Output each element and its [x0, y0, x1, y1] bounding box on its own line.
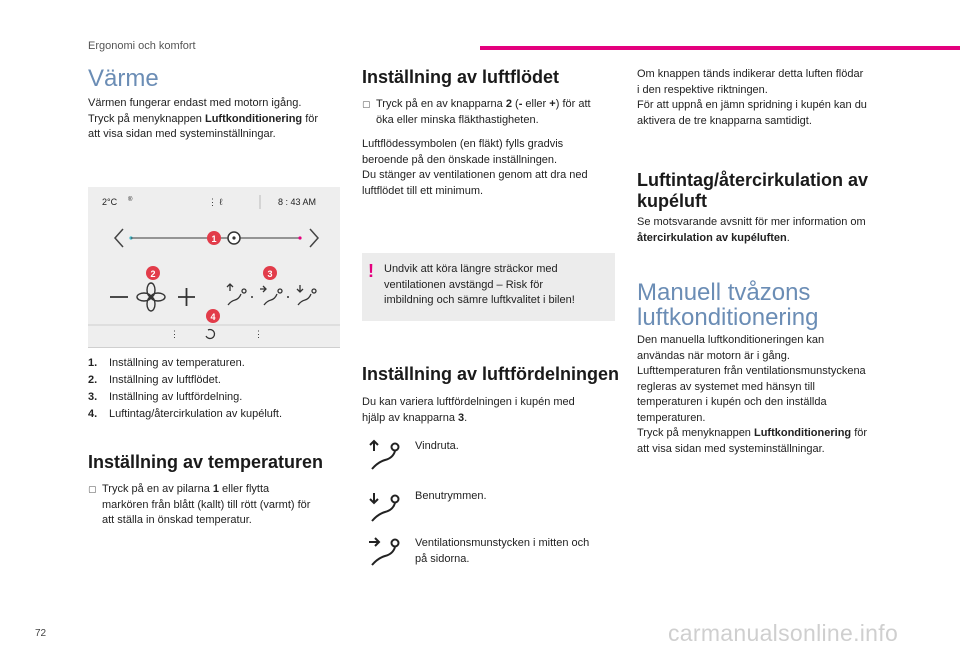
intro-line-1: Värmen fungerar endast med motorn igång. [88, 97, 302, 109]
flow-line-3: Du stänger av ventilationen genom att dra ned [362, 169, 588, 181]
mode-vent-line-2: på sidorna. [415, 552, 470, 565]
temp-left-arrow-icon [115, 229, 123, 247]
windscreen-airflow-icon [366, 437, 402, 473]
mode-vent-label [415, 536, 625, 567]
recirculation-icon [206, 330, 215, 339]
right-line-4: aktivera de tre knapparna samtidigt. [637, 114, 812, 127]
screen-temp-icon: ® [128, 197, 133, 203]
manual-line-last-2: att visa sidan med systeminställningar. [637, 442, 825, 455]
flow-paragraph [362, 137, 622, 199]
manual-line: användas när motorn är i gång. [637, 349, 790, 362]
mode-vent-line-1: Ventilationsmunstycken i mitten och [415, 537, 590, 549]
svg-text:4: 4 [210, 312, 216, 322]
right-line-1: Om knappen tänds indikerar detta luften flödar [637, 68, 864, 80]
heading-manual-ac: Manuell tvåzons luftkonditionering [637, 279, 819, 331]
temp-bullet-line-3: att ställa in önskad temperatur. [102, 514, 252, 526]
legend-list [88, 355, 348, 423]
manual-line: temperaturen. [637, 411, 706, 424]
distribution-footwell-icon [260, 286, 282, 305]
flow-line-4: luftflödet till ett minimum. [362, 184, 484, 197]
distribution-paragraph [362, 395, 622, 426]
page-number: 72 [35, 628, 47, 639]
mode-footwell-label: Benutrymmen. [415, 490, 487, 502]
manual-line-last: Tryck på menyknappen Luftkonditionering för [637, 427, 868, 439]
fan-plus-icon [178, 288, 195, 306]
heading-airflow: Inställning av luftflödet [362, 67, 559, 87]
manual-line: Den manuella luftkonditioneringen kan [637, 334, 825, 346]
mode-windscreen-label: Vindruta. [415, 440, 459, 452]
flow-line-1: Luftflödessymbolen (en fläkt) fylls gradvis [362, 138, 564, 150]
bottom-dots-right: ⋮ [254, 329, 263, 339]
watermark: carmanualsonline.info [668, 620, 899, 646]
manual-line: regleras av systemet med hänsyn till [637, 380, 815, 393]
list-item: 3. Inställning av luftfördelning. [88, 391, 243, 403]
warning-icon: ! [368, 261, 374, 281]
fan-icon [137, 283, 165, 311]
flow-bullet-line-1: Tryck på en av knapparna 2 (- eller +) för att [376, 98, 591, 110]
heading-temperature: Inställning av temperaturen [88, 452, 324, 472]
climate-screen-svg [88, 187, 340, 347]
warning-line-3: imbildning och sämre luftkvalitet i bilen! [384, 294, 575, 306]
flow-bullet-line-2: öka eller minska fläkthastigheten. [376, 113, 539, 126]
intro-line-3: att visa sidan med systeminställningar. [88, 128, 276, 140]
footwell-airflow-icon [366, 489, 402, 525]
svg-text:2: 2 [150, 269, 156, 279]
screen-status-icons: ⋮ ℓ [208, 197, 223, 207]
svg-text:3: 3 [267, 269, 273, 279]
heading-distribution: Inställning av luftfördelningen [362, 364, 620, 384]
dist-line-1: Du kan variera luftfördelningen i kupén med [362, 396, 575, 408]
heading-air-intake: Luftintag/återcirkulation av kupéluft [637, 170, 869, 211]
temp-bullet: ▢ Tryck på en av pilarna 1 eller flytta markören från blått (kallt) till rött (varmt) för att ställa in önskad temperatur. [88, 482, 348, 529]
flow-bullet: ▢ Tryck på en av knapparna 2 (- eller +) för att öka eller minska fläkthastigheten. [362, 97, 622, 128]
header-accent-bar [480, 46, 960, 50]
screen-time: 8 : 43 AM [278, 197, 317, 207]
flow-line-2: beroende på den önskade inställningen. [362, 153, 558, 166]
intro-paragraph [88, 96, 348, 143]
temp-bullet-line-2: markören från blått (kallt) till rött (varmt) för [102, 498, 311, 511]
right-line-3: För att uppnå en jämn spridning i kupén kan du [637, 99, 867, 111]
distribution-vent-icon [297, 285, 316, 305]
temp-right-arrow-icon [310, 229, 318, 247]
bottom-dots-left: ⋮ [170, 329, 179, 339]
temp-bullet-line-1: Tryck på en av pilarna 1 eller flytta [102, 483, 270, 495]
indicator-paragraph [637, 67, 907, 129]
intro-line-2: Tryck på menyknappen Luftkonditionering för [88, 112, 319, 125]
climate-screen-illustration [88, 187, 340, 348]
svg-text:1: 1 [211, 234, 217, 244]
list-item: 2. Inställning av luftflödet. [88, 374, 221, 386]
vent-airflow-icon [366, 533, 402, 569]
dist-line-2: hjälp av knapparna 3. [362, 411, 468, 424]
section-title-varme: Värme [88, 65, 159, 92]
warning-line-1: Undvik att köra längre sträckor med [384, 263, 558, 275]
chapter-title: Ergonomi och komfort [88, 40, 196, 52]
intake-paragraph [637, 215, 907, 246]
right-line-2: i den respektive riktningen. [637, 83, 768, 96]
list-item: 4. Luftintag/återcirkulation av kupéluft. [88, 408, 283, 420]
warning-box [362, 253, 615, 321]
intake-line-1: Se motsvarande avsnitt för mer information om [637, 216, 866, 228]
screen-temp: 2°C [102, 197, 118, 207]
manual-paragraph [637, 333, 907, 457]
warning-line-2: ventilationen avstängd – Risk för [384, 278, 543, 291]
distribution-windscreen-icon [227, 284, 246, 305]
list-item: 1. Inställning av temperaturen. [88, 357, 245, 369]
manual-line: Lufttemperaturen från ventilationsmunstyckena [637, 365, 866, 377]
intake-line-2: återcirkulation av kupéluften. [637, 231, 790, 244]
manual-line: temperaturen i kupén och den inställda [637, 396, 827, 408]
